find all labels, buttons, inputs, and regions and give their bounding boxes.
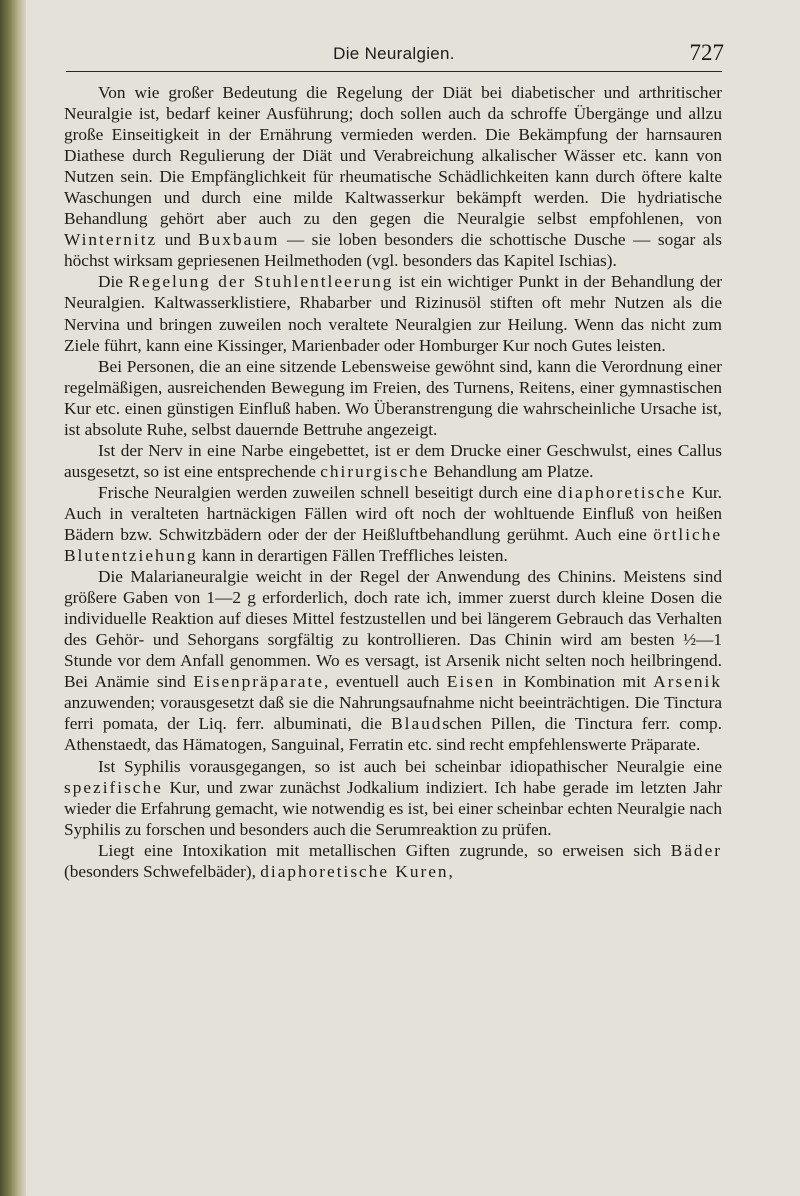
paragraph <box>64 356 722 440</box>
paragraph <box>64 482 722 566</box>
paragraph <box>64 566 722 755</box>
spaced-emphasis: Regelung der Stuhlentleerung <box>128 272 394 292</box>
text-run: schen Pillen, die Tinctura ferr. comp. Athenstaedt, das Hämatogen, Sanguinal, Ferratin etc. sind recht empfehlenswerte Präparate. <box>64 714 722 755</box>
paragraph <box>64 756 722 840</box>
text-run: Bei Personen, die an eine sitzende Lebensweise gewöhnt sind, kann die Verordnung einer regelmäßigen, ausreichenden Bewegung im Freien, des Turnens, Reitens, einer gymnastischen Kur etc. einen günstigen Einfluß haben. Wo Überanstrengung die wahrscheinliche Ursache ist, ist absolute Ruhe, selbst dauernde Bettruhe angezeigt. <box>64 356 722 439</box>
text-run: Frische Neuralgien werden zuweilen schnell beseitigt durch eine <box>98 482 558 502</box>
paragraph <box>64 440 722 482</box>
spaced-emphasis: spezifische <box>64 777 163 797</box>
text-run: Behandlung am Platze. <box>429 461 594 481</box>
text-run: , eventuell auch <box>323 672 447 692</box>
spaced-emphasis: diaphoretische Kuren <box>260 861 449 881</box>
text-run: Kur. Auch in veralteten hartnäckigen Fällen wird oft noch der wohltuende Einfluß von heißen Bädern bzw. Schwitzbädern oder der der Heißluftbehandlung gerühmt. Auch eine <box>64 482 723 544</box>
paragraph <box>64 840 722 882</box>
book-binding-edge <box>0 0 26 1196</box>
spaced-emphasis: Winternitz <box>64 230 158 250</box>
text-run: , <box>448 861 453 881</box>
text-run: anzuwenden; vorausgesetzt daß sie die Nahrungsaufnahme nicht beeinträchtigen. Die Tinctura ferri pomata, der Liq. ferr. albuminati, die <box>64 693 722 734</box>
text-run: ist ein wichtiger Punkt in der Behandlung der Neuralgien. Kaltwasserklistiere, Rhabarber und Rizinusöl stiften oft mehr Nutzen als die Nervina und bringen zuweilen noch veraltete Neuralgien zur Heilung. Wenn das nicht zum Ziele führt, kann eine Kissinger, Marienbader oder Homburger Kur noch Gutes leisten. <box>64 272 722 355</box>
text-run: Die <box>98 272 129 292</box>
spaced-emphasis: Buxbaum <box>198 230 280 250</box>
text-run: kann in derartigen Fällen Treffliches leisten. <box>197 546 508 566</box>
body-text <box>64 82 722 882</box>
page-header <box>64 38 724 66</box>
text-run: Die Malarianeuralgie weicht in der Regel der Anwendung des Chinins. Meistens sind größere Gaben von 1—2 g erforderlich, doch rate ich, immer zuerst durch kleine Dosen die individuelle Reaktion auf dieses Mittel festzustellen und bei längerem Gebrauch das Verhalten des Gehör- und Sehorgans sorgfältig zu kontrollieren. Das Chinin wird am besten ½—1 Stunde vor dem Anfall genommen. Wo es versagt, ist Arsenik nicht selten noch heilbringend. Bei Anämie sind <box>64 567 722 692</box>
text-run: (besonders Schwefelbäder), <box>64 861 261 881</box>
spaced-emphasis: Arsenik <box>653 672 722 692</box>
text-run: Ist Syphilis vorausgegangen, so ist auch bei scheinbar idiopathischer Neuralgie eine <box>98 756 722 776</box>
text-run: — sie loben besonders die schottische Dusche — sogar als höchst wirksam gepriesenen Heilmethoden (vgl. besonders das Kapitel Ischias). <box>64 230 722 271</box>
text-run: Liegt eine Intoxikation mit metallischen Giften zugrunde, so erweisen sich <box>98 840 671 860</box>
spaced-emphasis: Bäder <box>670 840 722 860</box>
text-run: Kur, und zwar zunächst Jodkalium indiziert. Ich habe gerade im letzten Jahr wieder die Erfahrung gemacht, wie notwendig es ist, bei einer scheinbar echten Neuralgie nach Syphilis zu forschen und besonders auch die Serumreaktion zu prüfen. <box>64 777 722 839</box>
spaced-emphasis: diaphoretische <box>557 482 687 502</box>
header-rule <box>66 71 722 72</box>
running-title: Die Neuralgien. <box>333 44 455 63</box>
spaced-emphasis: Eisenpräparate <box>193 672 324 692</box>
text-run: Von wie großer Bedeutung die Regelung der Diät bei diabetischer und arthritischer Neuralgie ist, bedarf keiner Ausführung; doch sollen auch da schroffe Übergänge und allzu große Einseitigkeit in der Ernährung vermieden werden. Die Bekämpfung der harnsauren Diathese durch Regulierung der Diät und Verabreichung alkalischer Wässer etc. kann von Nutzen sein. Die Empfänglichkeit für rheumatische Schädlichkeiten kann durch öftere kalte Waschungen und durch eine milde Kaltwasserkur bekämpft werden. Die hydriatische Behandlung gehört aber auch zu den gegen die Neuralgie selbst empfohlenen, von <box>64 83 722 229</box>
text-run: und <box>157 230 199 250</box>
text-run: Ist der Nerv in eine Narbe eingebettet, ist er dem Drucke einer Geschwulst, eines Callus ausgesetzt, so ist eine entsprechende <box>64 440 722 481</box>
spaced-emphasis: Blaud <box>391 714 443 734</box>
paragraph <box>64 82 722 271</box>
paragraph <box>64 271 722 355</box>
text-run: in Kombination mit <box>495 672 654 692</box>
spaced-emphasis: chirurgische <box>320 461 430 481</box>
page-number: 727 <box>689 40 724 65</box>
spaced-emphasis: örtliche Blutentziehung <box>64 524 722 566</box>
spaced-emphasis: Eisen <box>446 672 496 692</box>
